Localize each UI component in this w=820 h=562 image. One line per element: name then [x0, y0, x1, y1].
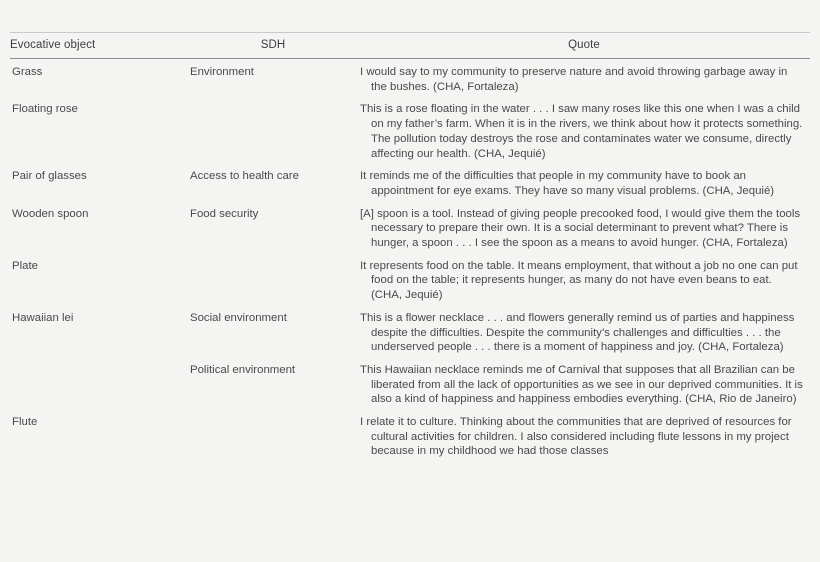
quote-text: This is a rose floating in the water . . . I saw many roses like this one when I was a child on my father’s farm. When it is in the rivers, we think about how it protects something. The pollution today destroys the rose and contaminates water we consume, directly affecting our health. (CHA, Jequié) — [360, 103, 803, 160]
cell-quote — [358, 307, 810, 359]
table-row — [10, 307, 810, 359]
cell-sdh: Social environment — [190, 311, 287, 324]
cell-evocative-object: Hawaiian lei — [12, 311, 74, 324]
column-header-sdh: SDH — [260, 39, 286, 51]
cell-quote — [358, 98, 810, 165]
table-row — [10, 411, 810, 463]
cell-quote — [358, 359, 810, 411]
cell-evocative-object: Grass — [12, 66, 43, 78]
cell-sdh: Access to health care — [190, 170, 299, 183]
cell-sdh: Environment — [190, 66, 254, 78]
table-row — [10, 59, 810, 99]
quote-text: I relate it to culture. Thinking about the communities that are deprived of resources for cultural activities for children. I also considered including flute lessons in my project because in my childhood we had those classes — [360, 416, 792, 458]
cell-evocative-object: Floating rose — [12, 103, 78, 116]
table-row — [10, 255, 810, 307]
table-header-row — [10, 33, 810, 59]
cell-quote — [358, 59, 810, 99]
quote-text: It represents food on the table. It means employment, that without a job no one can put food on the table; it represents hunger, as many do not have even beans to eat. (CHA, Jequié) — [360, 259, 798, 302]
quote-text: [A] spoon is a tool. Instead of giving people precooked food, I would give them the tools necessary to prepare their own. It is a social determinant to prevent what? There is hunger, a spoon . . . I see the spoon as a means to avoid hunger. (CHA, Fortaleza) — [360, 207, 801, 250]
cell-evocative-object: Wooden spoon — [12, 207, 89, 220]
column-header-quote: Quote — [568, 39, 600, 51]
table-row — [10, 165, 810, 202]
evocative-object-sdh-quote-table — [10, 32, 810, 463]
table-row — [10, 203, 810, 255]
cell-sdh — [188, 255, 358, 307]
cell-sdh — [188, 411, 358, 463]
quote-text: I would say to my community to preserve nature and avoid throwing garbage away in the bushes. (CHA, Fortaleza) — [360, 66, 788, 93]
cell-evocative-object: Pair of glasses — [12, 170, 87, 183]
cell-sdh: Political environment — [190, 363, 296, 376]
table-row — [10, 359, 810, 411]
cell-evocative-object: Flute — [12, 416, 38, 429]
column-header-evocative-object: Evocative object — [10, 39, 96, 51]
table-header — [10, 33, 810, 59]
table-row — [10, 98, 810, 165]
cell-evocative-object: Plate — [12, 259, 38, 272]
cell-sdh: Food security — [190, 207, 259, 220]
table-body — [10, 59, 810, 464]
cell-quote — [358, 203, 810, 255]
cell-evocative-object — [10, 359, 188, 411]
quote-text: It reminds me of the difficulties that people in my community have to book an appointment for eye exams. They have so many visual problems. (CHA, Jequié) — [360, 170, 775, 197]
quote-text: This is a flower necklace . . . and flowers generally remind us of parties and happiness despite the difficulties. Despite the community’s challenges and difficulties . . . the underserved people . . . there is a moment of happiness and joy. (CHA, Fortaleza) — [360, 311, 795, 354]
cell-sdh — [188, 98, 358, 165]
quote-text: This Hawaiian necklace reminds me of Carnival that supposes that all Brazilian can be liberated from all the lack of opportunities as we see in our deprived communities. It is also a kind of happiness and happiness embodies everything. (CHA, Rio de Janeiro) — [360, 363, 803, 406]
cell-quote — [358, 255, 810, 307]
cell-quote — [358, 165, 810, 202]
cell-quote — [358, 411, 810, 463]
